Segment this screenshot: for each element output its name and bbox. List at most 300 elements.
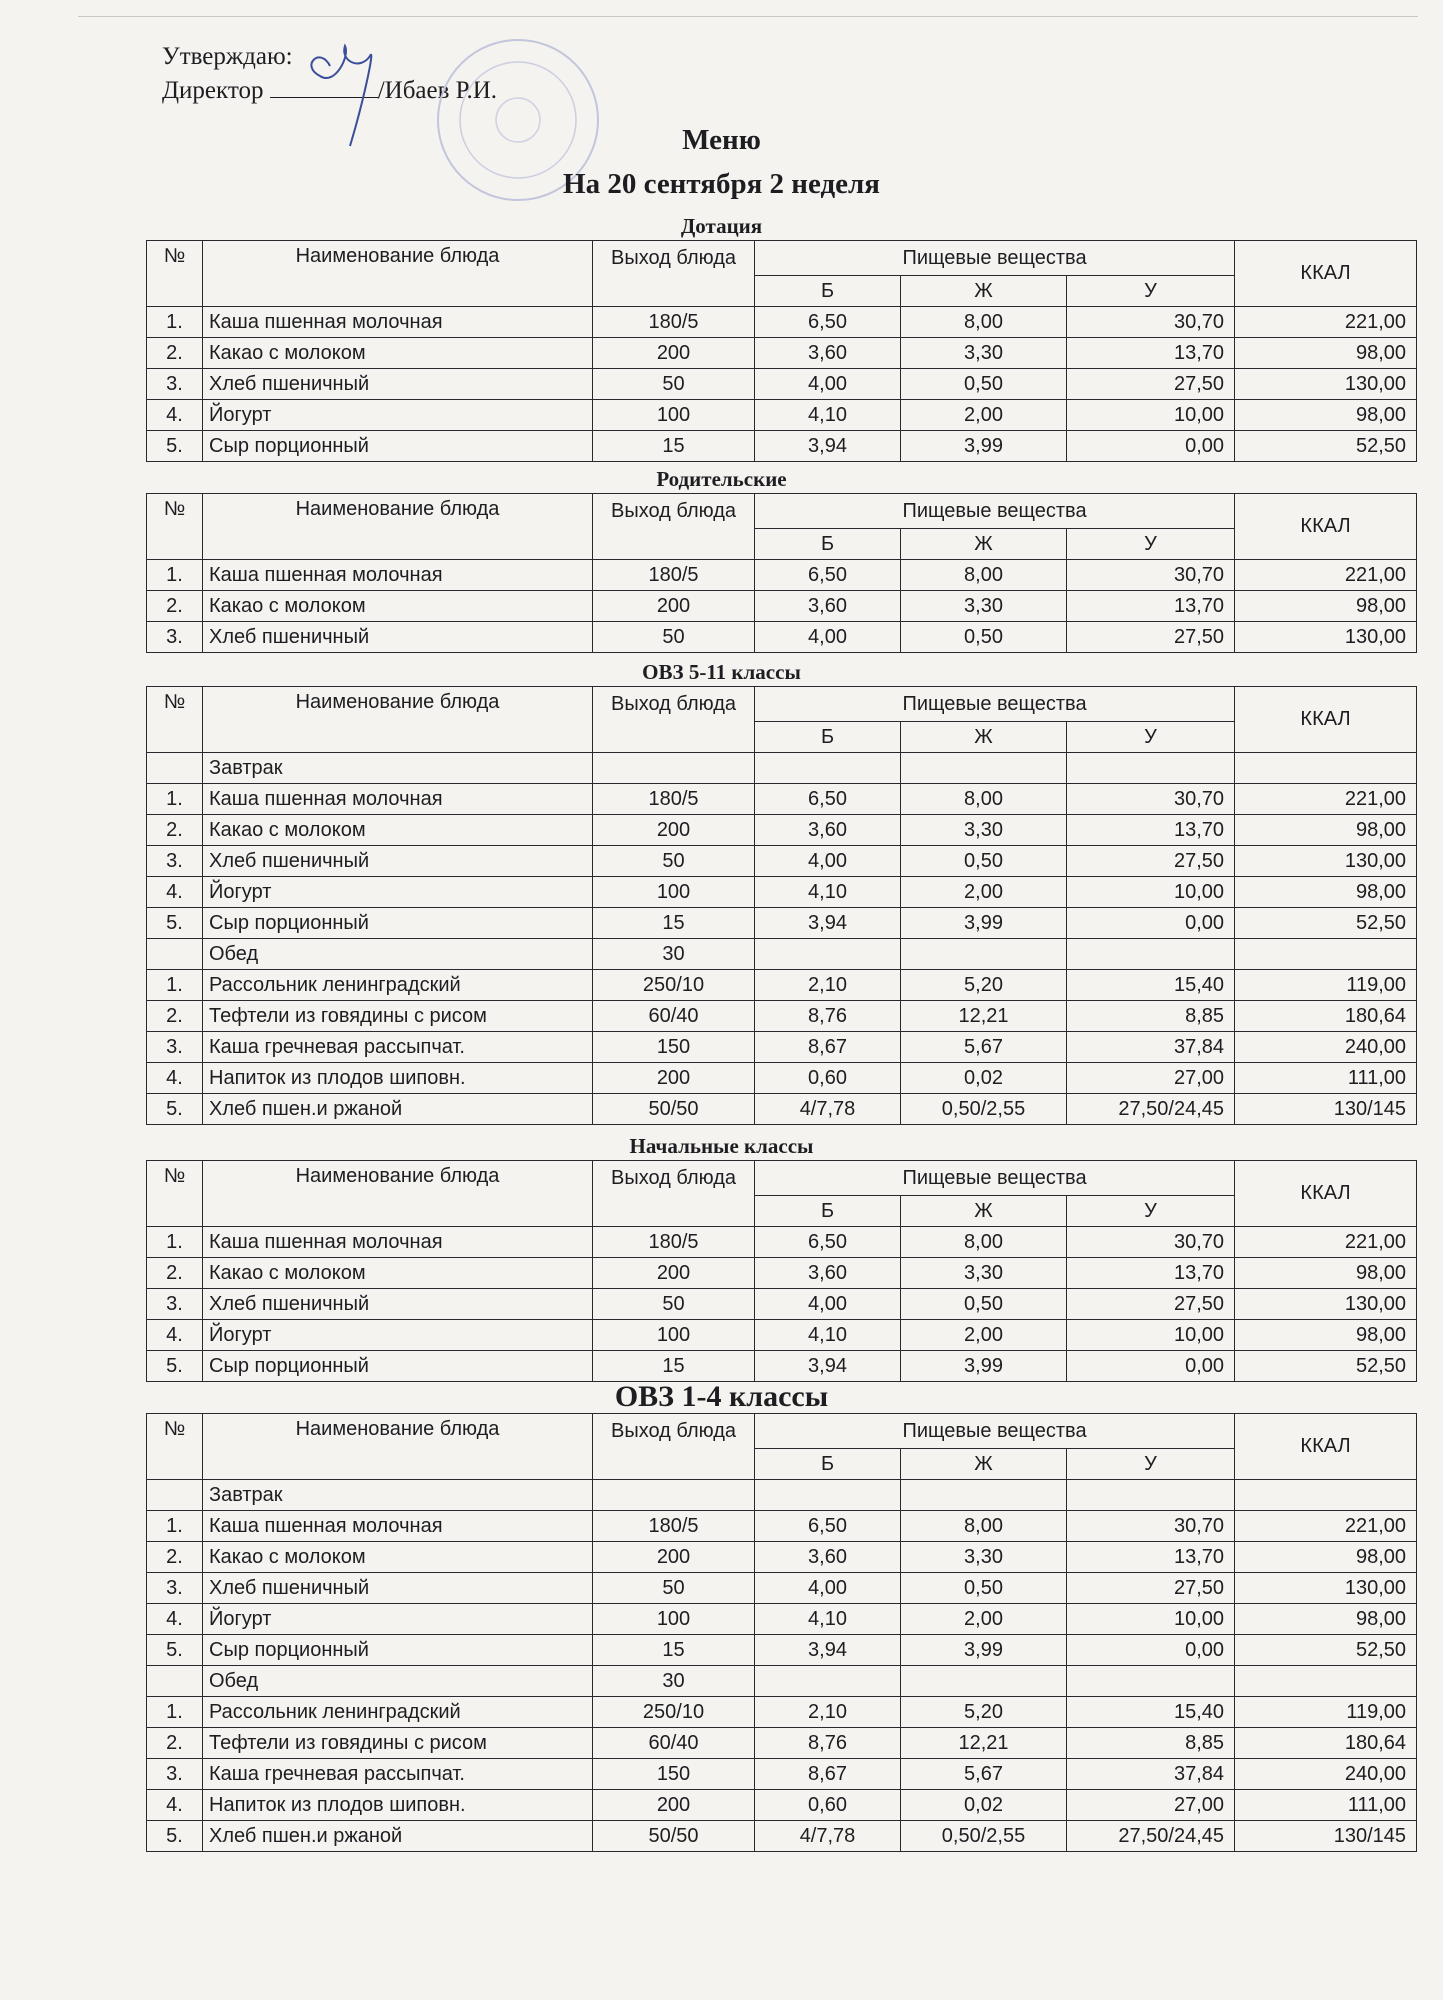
table-row <box>147 1573 1417 1604</box>
cell-u: 13,70 <box>1067 338 1235 369</box>
cell-zh <box>901 1480 1067 1511</box>
cell-u: 27,50 <box>1067 1573 1235 1604</box>
cell-u <box>1067 939 1235 970</box>
cell-b <box>755 939 901 970</box>
cell-zh: 0,50/2,55 <box>901 1094 1067 1125</box>
col-header-num: № <box>147 241 203 307</box>
cell-name: Каша гречневая рассыпчат. <box>203 1032 593 1063</box>
cell-name: Каша гречневая рассыпчат. <box>203 1759 593 1790</box>
cell-num: 1. <box>147 970 203 1001</box>
header-row <box>147 1414 1417 1449</box>
cell-out: 180/5 <box>593 560 755 591</box>
cell-zh: 2,00 <box>901 877 1067 908</box>
cell-zh: 0,02 <box>901 1063 1067 1094</box>
cell-out <box>593 753 755 784</box>
cell-kcal: 119,00 <box>1235 970 1417 1001</box>
cell-num: 4. <box>147 1604 203 1635</box>
cell-name: Хлеб пшеничный <box>203 622 593 653</box>
table-row <box>147 970 1417 1001</box>
cell-zh: 0,02 <box>901 1790 1067 1821</box>
col-header-output: Выход блюда <box>593 1414 755 1480</box>
scan-edge-line <box>78 16 1418 17</box>
cell-kcal: 130,00 <box>1235 1573 1417 1604</box>
cell-u: 30,70 <box>1067 784 1235 815</box>
cell-out: 200 <box>593 338 755 369</box>
table-row <box>147 1542 1417 1573</box>
cell-zh: 8,00 <box>901 560 1067 591</box>
cell-out: 200 <box>593 1258 755 1289</box>
section-title: Дотация <box>680 214 763 238</box>
table-row <box>147 1635 1417 1666</box>
cell-out: 50 <box>593 369 755 400</box>
cell-zh <box>901 1666 1067 1697</box>
table-row <box>147 908 1417 939</box>
cell-kcal: 98,00 <box>1235 1542 1417 1573</box>
table-row <box>147 784 1417 815</box>
cell-zh: 8,00 <box>901 784 1067 815</box>
cell-kcal: 240,00 <box>1235 1032 1417 1063</box>
cell-kcal <box>1235 1666 1417 1697</box>
col-header-num: № <box>147 1161 203 1227</box>
col-header-kcal: ККАЛ <box>1235 1414 1417 1480</box>
cell-name: Какао с молоком <box>203 591 593 622</box>
table-row <box>147 1094 1417 1125</box>
cell-num: 3. <box>147 1289 203 1320</box>
cell-u: 37,84 <box>1067 1032 1235 1063</box>
cell-u <box>1067 753 1235 784</box>
cell-name: Каша пшенная молочная <box>203 784 593 815</box>
cell-u: 27,50 <box>1067 369 1235 400</box>
col-header-b: Б <box>755 276 901 307</box>
cell-u: 37,84 <box>1067 1759 1235 1790</box>
cell-name: Хлеб пшеничный <box>203 1573 593 1604</box>
col-header-nutrients: Пищевые вещества <box>755 1414 1235 1449</box>
cell-num <box>147 1666 203 1697</box>
cell-b: 3,60 <box>755 338 901 369</box>
cell-name: Хлеб пшен.и ржаной <box>203 1821 593 1852</box>
cell-kcal: 52,50 <box>1235 1635 1417 1666</box>
menu-table <box>146 1160 1417 1382</box>
cell-kcal: 221,00 <box>1235 784 1417 815</box>
cell-name: Напиток из плодов шиповн. <box>203 1063 593 1094</box>
cell-b: 2,10 <box>755 970 901 1001</box>
cell-u: 27,50/24,45 <box>1067 1094 1235 1125</box>
cell-num: 3. <box>147 369 203 400</box>
header-row <box>147 494 1417 529</box>
cell-b: 6,50 <box>755 560 901 591</box>
cell-kcal: 130/145 <box>1235 1821 1417 1852</box>
cell-out: 60/40 <box>593 1728 755 1759</box>
cell-zh: 12,21 <box>901 1001 1067 1032</box>
cell-u: 13,70 <box>1067 591 1235 622</box>
cell-u: 13,70 <box>1067 815 1235 846</box>
col-header-nutrients: Пищевые вещества <box>755 687 1235 722</box>
cell-kcal: 130,00 <box>1235 622 1417 653</box>
col-header-nutrients: Пищевые вещества <box>755 1161 1235 1196</box>
table-row <box>147 1480 1417 1511</box>
col-header-num: № <box>147 494 203 560</box>
cell-out: 15 <box>593 431 755 462</box>
cell-name: Йогурт <box>203 877 593 908</box>
cell-kcal: 180,64 <box>1235 1001 1417 1032</box>
cell-zh <box>901 939 1067 970</box>
cell-name: Какао с молоком <box>203 1258 593 1289</box>
cell-num: 5. <box>147 1635 203 1666</box>
table-row <box>147 1666 1417 1697</box>
approve-label: Утверждаю: <box>162 43 293 70</box>
cell-name: Какао с молоком <box>203 338 593 369</box>
cell-kcal: 98,00 <box>1235 591 1417 622</box>
col-header-b: Б <box>755 529 901 560</box>
cell-zh: 0,50/2,55 <box>901 1821 1067 1852</box>
col-header-zh: Ж <box>901 1449 1067 1480</box>
table-row <box>147 1821 1417 1852</box>
cell-num: 5. <box>147 1821 203 1852</box>
cell-num: 1. <box>147 1227 203 1258</box>
cell-b <box>755 1666 901 1697</box>
section-title: ОВЗ 1-4 классы <box>614 1380 829 1413</box>
cell-zh: 5,67 <box>901 1032 1067 1063</box>
cell-b: 8,67 <box>755 1759 901 1790</box>
cell-kcal <box>1235 939 1417 970</box>
cell-out: 50/50 <box>593 1094 755 1125</box>
cell-kcal <box>1235 1480 1417 1511</box>
col-header-output: Выход блюда <box>593 1161 755 1227</box>
cell-u: 0,00 <box>1067 908 1235 939</box>
cell-b: 3,60 <box>755 1258 901 1289</box>
cell-u: 8,85 <box>1067 1001 1235 1032</box>
cell-num <box>147 753 203 784</box>
cell-kcal: 130,00 <box>1235 1289 1417 1320</box>
col-header-output: Выход блюда <box>593 241 755 307</box>
cell-out: 50 <box>593 846 755 877</box>
cell-kcal: 221,00 <box>1235 560 1417 591</box>
cell-out: 100 <box>593 1604 755 1635</box>
cell-kcal: 52,50 <box>1235 908 1417 939</box>
cell-b: 4,00 <box>755 369 901 400</box>
cell-name: Какао с молоком <box>203 815 593 846</box>
cell-name: Каша пшенная молочная <box>203 307 593 338</box>
section-title: ОВЗ 5-11 классы <box>642 660 801 684</box>
col-header-zh: Ж <box>901 722 1067 753</box>
cell-name: Каша пшенная молочная <box>203 1227 593 1258</box>
cell-zh: 0,50 <box>901 1289 1067 1320</box>
col-header-u: У <box>1067 1196 1235 1227</box>
director-label: Директор <box>162 77 264 104</box>
table-row <box>147 1351 1417 1382</box>
col-header-kcal: ККАЛ <box>1235 241 1417 307</box>
cell-out: 100 <box>593 1320 755 1351</box>
table-row <box>147 1759 1417 1790</box>
section-title: Начальные классы <box>629 1134 814 1158</box>
menu-table <box>146 240 1417 462</box>
page-subtitle: На 20 сентября 2 неделя <box>563 168 880 200</box>
cell-out: 200 <box>593 1542 755 1573</box>
col-header-b: Б <box>755 1449 901 1480</box>
cell-name: Завтрак <box>203 1480 593 1511</box>
cell-out: 15 <box>593 908 755 939</box>
cell-zh: 3,99 <box>901 431 1067 462</box>
cell-num: 1. <box>147 1511 203 1542</box>
cell-b: 6,50 <box>755 1227 901 1258</box>
cell-out: 200 <box>593 1063 755 1094</box>
col-header-nutrients: Пищевые вещества <box>755 494 1235 529</box>
table-row <box>147 846 1417 877</box>
cell-num <box>147 939 203 970</box>
cell-u: 27,00 <box>1067 1790 1235 1821</box>
cell-out: 180/5 <box>593 1511 755 1542</box>
menu-table <box>146 686 1417 1125</box>
cell-num: 3. <box>147 1032 203 1063</box>
cell-zh: 8,00 <box>901 1227 1067 1258</box>
table-row <box>147 591 1417 622</box>
cell-b: 4/7,78 <box>755 1094 901 1125</box>
col-header-name: Наименование блюда <box>203 1414 593 1480</box>
cell-name: Хлеб пшеничный <box>203 1289 593 1320</box>
table-row <box>147 369 1417 400</box>
header-row <box>147 687 1417 722</box>
cell-u: 30,70 <box>1067 1511 1235 1542</box>
col-header-u: У <box>1067 276 1235 307</box>
cell-kcal: 130,00 <box>1235 846 1417 877</box>
table-row <box>147 400 1417 431</box>
cell-zh: 3,99 <box>901 1351 1067 1382</box>
cell-kcal: 98,00 <box>1235 1258 1417 1289</box>
cell-num: 5. <box>147 1094 203 1125</box>
table-row <box>147 1604 1417 1635</box>
cell-zh: 8,00 <box>901 1511 1067 1542</box>
table-row <box>147 1227 1417 1258</box>
cell-u <box>1067 1480 1235 1511</box>
col-header-name: Наименование блюда <box>203 494 593 560</box>
cell-zh: 2,00 <box>901 400 1067 431</box>
cell-b: 6,50 <box>755 1511 901 1542</box>
cell-num: 3. <box>147 1759 203 1790</box>
cell-b: 4,10 <box>755 1320 901 1351</box>
cell-kcal: 52,50 <box>1235 431 1417 462</box>
col-header-name: Наименование блюда <box>203 241 593 307</box>
cell-u: 27,50/24,45 <box>1067 1821 1235 1852</box>
cell-kcal: 180,64 <box>1235 1728 1417 1759</box>
cell-name: Какао с молоком <box>203 1542 593 1573</box>
cell-u: 13,70 <box>1067 1542 1235 1573</box>
cell-num: 1. <box>147 560 203 591</box>
cell-name: Каша пшенная молочная <box>203 1511 593 1542</box>
cell-name: Тефтели из говядины с рисом <box>203 1001 593 1032</box>
cell-out: 30 <box>593 1666 755 1697</box>
cell-name: Тефтели из говядины с рисом <box>203 1728 593 1759</box>
cell-b: 4,00 <box>755 1573 901 1604</box>
cell-out: 180/5 <box>593 1227 755 1258</box>
cell-num: 5. <box>147 908 203 939</box>
cell-name: Обед <box>203 939 593 970</box>
cell-out: 150 <box>593 1759 755 1790</box>
cell-num: 5. <box>147 431 203 462</box>
cell-kcal: 221,00 <box>1235 1227 1417 1258</box>
cell-kcal: 240,00 <box>1235 1759 1417 1790</box>
cell-zh: 0,50 <box>901 369 1067 400</box>
col-header-name: Наименование блюда <box>203 687 593 753</box>
table-row <box>147 1697 1417 1728</box>
col-header-zh: Ж <box>901 529 1067 560</box>
cell-name: Сыр порционный <box>203 908 593 939</box>
table-row <box>147 1320 1417 1351</box>
cell-out: 15 <box>593 1635 755 1666</box>
cell-zh: 3,30 <box>901 1258 1067 1289</box>
col-header-b: Б <box>755 1196 901 1227</box>
col-header-zh: Ж <box>901 1196 1067 1227</box>
cell-b: 6,50 <box>755 784 901 815</box>
cell-zh: 5,67 <box>901 1759 1067 1790</box>
cell-out: 50/50 <box>593 1821 755 1852</box>
cell-zh: 3,30 <box>901 815 1067 846</box>
cell-b: 3,60 <box>755 1542 901 1573</box>
cell-b: 3,94 <box>755 1351 901 1382</box>
cell-num: 2. <box>147 1542 203 1573</box>
cell-out: 50 <box>593 1289 755 1320</box>
table-row <box>147 1258 1417 1289</box>
cell-zh: 5,20 <box>901 970 1067 1001</box>
cell-u: 10,00 <box>1067 400 1235 431</box>
cell-out: 60/40 <box>593 1001 755 1032</box>
cell-u: 27,50 <box>1067 1289 1235 1320</box>
cell-out <box>593 1480 755 1511</box>
cell-b: 3,94 <box>755 908 901 939</box>
cell-u: 0,00 <box>1067 1351 1235 1382</box>
cell-u: 27,00 <box>1067 1063 1235 1094</box>
director-name: /Ибаев Р.И. <box>377 77 498 104</box>
cell-b: 4/7,78 <box>755 1821 901 1852</box>
cell-num: 1. <box>147 307 203 338</box>
menu-table <box>146 493 1417 653</box>
cell-zh: 2,00 <box>901 1320 1067 1351</box>
cell-u: 30,70 <box>1067 560 1235 591</box>
cell-zh: 3,99 <box>901 908 1067 939</box>
col-header-kcal: ККАЛ <box>1235 1161 1417 1227</box>
cell-b: 4,10 <box>755 400 901 431</box>
cell-name: Хлеб пшеничный <box>203 369 593 400</box>
cell-u: 15,40 <box>1067 970 1235 1001</box>
cell-b: 6,50 <box>755 307 901 338</box>
cell-kcal: 130,00 <box>1235 369 1417 400</box>
col-header-output: Выход блюда <box>593 494 755 560</box>
cell-u: 27,50 <box>1067 846 1235 877</box>
cell-num <box>147 1480 203 1511</box>
cell-b: 3,94 <box>755 1635 901 1666</box>
cell-b: 8,67 <box>755 1032 901 1063</box>
cell-num: 1. <box>147 1697 203 1728</box>
cell-name: Хлеб пшеничный <box>203 846 593 877</box>
cell-b: 8,76 <box>755 1001 901 1032</box>
cell-zh: 0,50 <box>901 846 1067 877</box>
table-row <box>147 815 1417 846</box>
col-header-u: У <box>1067 529 1235 560</box>
cell-b: 8,76 <box>755 1728 901 1759</box>
cell-kcal: 98,00 <box>1235 338 1417 369</box>
cell-kcal: 98,00 <box>1235 877 1417 908</box>
cell-kcal: 98,00 <box>1235 1320 1417 1351</box>
cell-out: 50 <box>593 622 755 653</box>
cell-name: Йогурт <box>203 1320 593 1351</box>
col-header-b: Б <box>755 722 901 753</box>
cell-kcal: 130/145 <box>1235 1094 1417 1125</box>
col-header-num: № <box>147 687 203 753</box>
cell-num: 1. <box>147 784 203 815</box>
table-row <box>147 939 1417 970</box>
cell-u <box>1067 1666 1235 1697</box>
cell-name: Сыр порционный <box>203 1635 593 1666</box>
cell-b: 4,00 <box>755 846 901 877</box>
cell-kcal: 111,00 <box>1235 1063 1417 1094</box>
cell-u: 15,40 <box>1067 1697 1235 1728</box>
cell-b <box>755 753 901 784</box>
cell-name: Обед <box>203 1666 593 1697</box>
cell-num: 4. <box>147 877 203 908</box>
cell-kcal: 111,00 <box>1235 1790 1417 1821</box>
table-row <box>147 431 1417 462</box>
cell-num: 4. <box>147 1063 203 1094</box>
cell-zh: 3,30 <box>901 591 1067 622</box>
cell-out: 180/5 <box>593 307 755 338</box>
cell-zh: 8,00 <box>901 307 1067 338</box>
cell-u: 0,00 <box>1067 431 1235 462</box>
col-header-u: У <box>1067 1449 1235 1480</box>
col-header-num: № <box>147 1414 203 1480</box>
page-title: Меню <box>682 124 761 156</box>
cell-num: 5. <box>147 1351 203 1382</box>
cell-num: 2. <box>147 1001 203 1032</box>
cell-b: 4,00 <box>755 1289 901 1320</box>
cell-b: 2,10 <box>755 1697 901 1728</box>
cell-u: 10,00 <box>1067 1604 1235 1635</box>
cell-u: 0,00 <box>1067 1635 1235 1666</box>
cell-num: 2. <box>147 1728 203 1759</box>
header-row <box>147 1161 1417 1196</box>
cell-zh: 0,50 <box>901 622 1067 653</box>
cell-num: 4. <box>147 400 203 431</box>
cell-out: 200 <box>593 815 755 846</box>
cell-kcal: 221,00 <box>1235 1511 1417 1542</box>
col-header-nutrients: Пищевые вещества <box>755 241 1235 276</box>
cell-name: Напиток из плодов шиповн. <box>203 1790 593 1821</box>
cell-b: 4,00 <box>755 622 901 653</box>
cell-name: Хлеб пшен.и ржаной <box>203 1094 593 1125</box>
cell-name: Каша пшенная молочная <box>203 560 593 591</box>
cell-out: 180/5 <box>593 784 755 815</box>
cell-out: 100 <box>593 877 755 908</box>
cell-b: 0,60 <box>755 1063 901 1094</box>
table-row <box>147 307 1417 338</box>
cell-u: 8,85 <box>1067 1728 1235 1759</box>
cell-num: 2. <box>147 591 203 622</box>
cell-name: Йогурт <box>203 1604 593 1635</box>
col-header-output: Выход блюда <box>593 687 755 753</box>
col-header-kcal: ККАЛ <box>1235 494 1417 560</box>
cell-zh: 0,50 <box>901 1573 1067 1604</box>
cell-out: 30 <box>593 939 755 970</box>
cell-out: 150 <box>593 1032 755 1063</box>
cell-out: 15 <box>593 1351 755 1382</box>
cell-kcal: 221,00 <box>1235 307 1417 338</box>
cell-name: Завтрак <box>203 753 593 784</box>
cell-b: 3,60 <box>755 591 901 622</box>
cell-num: 4. <box>147 1790 203 1821</box>
cell-num: 3. <box>147 846 203 877</box>
cell-zh: 3,99 <box>901 1635 1067 1666</box>
cell-num: 2. <box>147 1258 203 1289</box>
cell-out: 200 <box>593 591 755 622</box>
cell-u: 30,70 <box>1067 1227 1235 1258</box>
